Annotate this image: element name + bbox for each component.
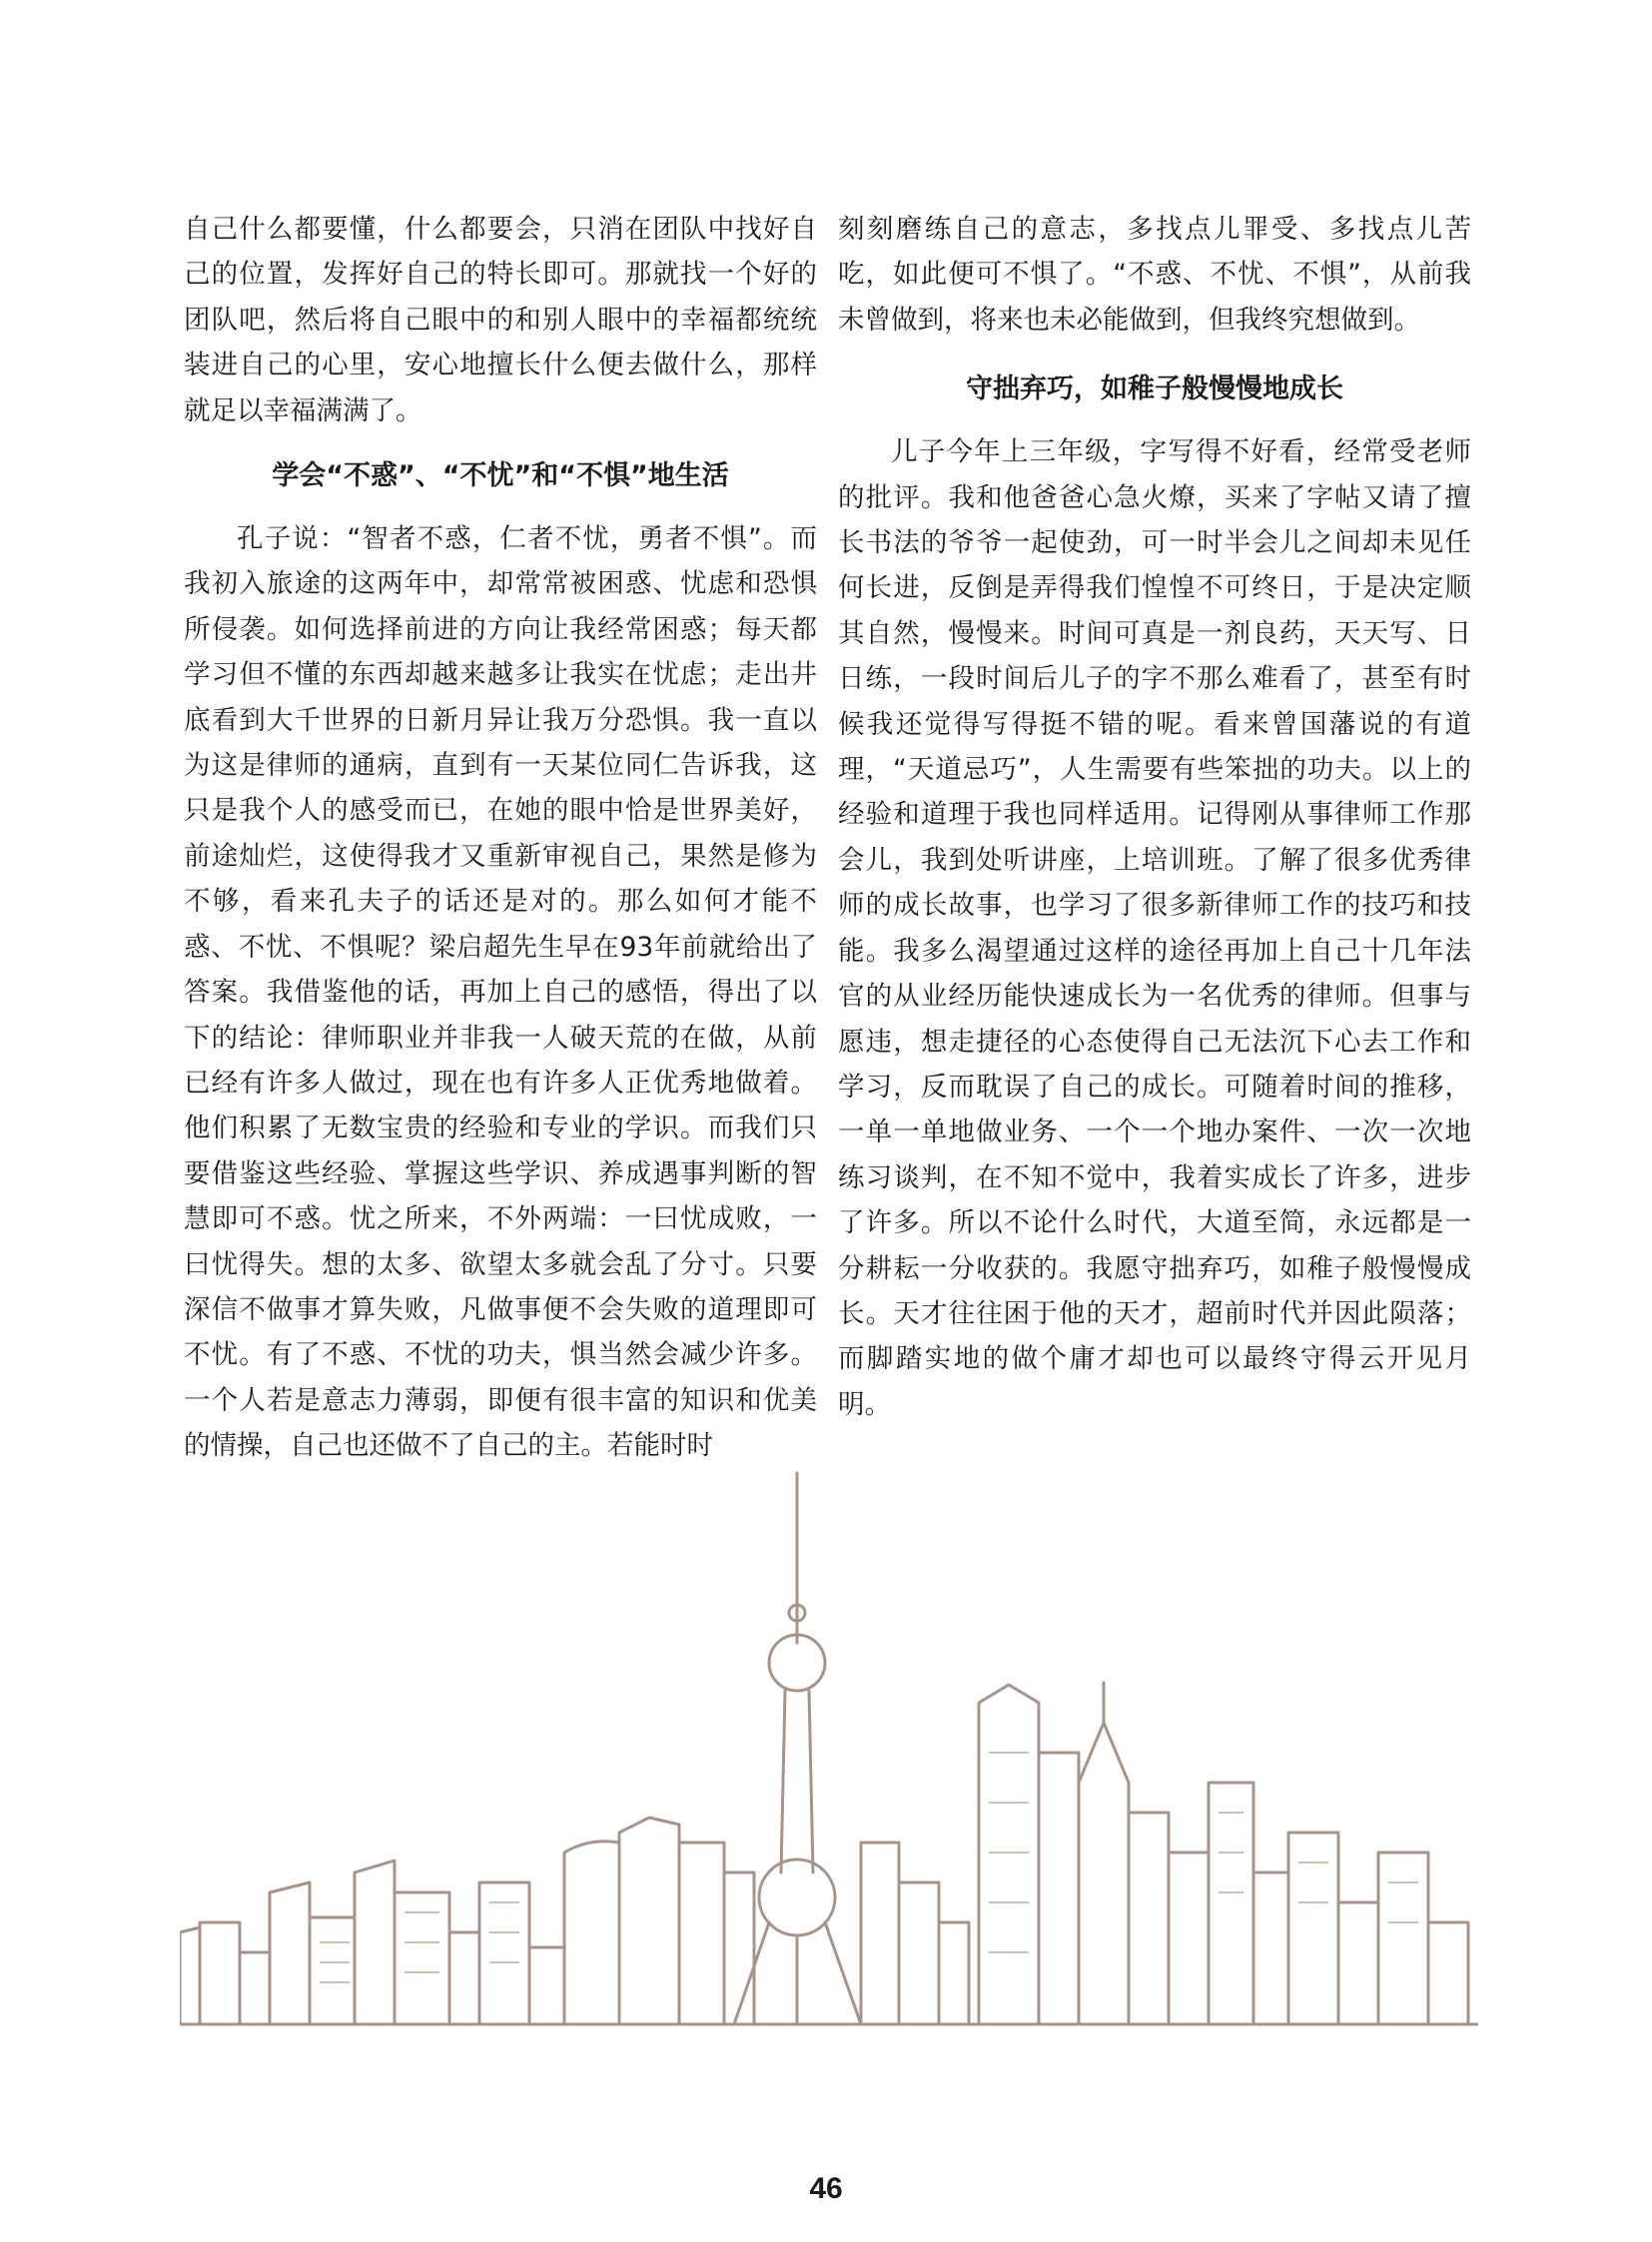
building: [1129, 1813, 1169, 2024]
building: [1288, 1833, 1338, 2024]
building: [861, 1843, 899, 2024]
building: [1378, 1853, 1428, 2024]
building: [355, 1861, 395, 2024]
building: [479, 1882, 529, 2024]
left-column: [184, 207, 817, 1469]
section-heading: 守拙弃巧，如稚子般慢慢地成长: [966, 374, 1343, 405]
building: [899, 1882, 939, 2024]
building: [619, 1818, 679, 2024]
building: [529, 1947, 564, 2024]
building: [200, 1922, 240, 2024]
right-column: [838, 207, 1471, 1427]
body-paragraph: 孔子说：“智者不惑，仁者不忧，勇者不惧”。而我初入旅途的这两年中，却常常被困惑、忧虑和恐惧所侵袭。如何选择前进的方向让我经常困惑；每天都学习但不懂的东西却越来越多让我实在忧虑；走出井底看到大千世界的日新月异让我万分恐惧。我一直以为这是律师的通病，直到有一天某位同仁告诉我，这只是我个人的感受而已，在她的眼中恰是世界美好，前途灿烂，这使得我才又重新审视自己，果然是修为不够，看来孔夫子的话还是对的。那么如何才能不惑、不忧、不惧呢？梁启超先生早在93年前就给出了答案。我借鉴他的话，再加上自己的感悟，得出了以下的结论：律师职业并非我一人破天荒的在做，从前已经有许多人做过，现在也有许多人正优秀地做着。他们积累了无数宝贵的经验和专业的学识。而我们只要借鉴这些经验、掌握这些学识、养成遇事判断的智慧即可不惑。忧之所来，不外两端：一曰忧成败，一曰忧得失。想的太多、欲望太多就会乱了分寸。只要深信不做事才算失败，凡做事便不会失败的道理即可不忧。有了不惑、不忧的功夫，惧当然会减少许多。一个人若是意志力薄弱，即便有很丰富的知识和优美的情操，自己也还做不了自己的主。若能时时: [184, 523, 817, 1462]
building: [679, 1843, 724, 2024]
building: [449, 1932, 479, 2024]
section-heading: 学会“不惑”、“不忧”和“不惧”地生活: [272, 460, 729, 492]
building: [564, 1842, 619, 2024]
body-paragraph: 刻刻磨练自己的意志，多找点儿罪受、多找点儿苦吃，如此便可不惧了。“不惑、不忧、不惧”，从前我未曾做到，将来也未必能做到，但我终究想做到。: [838, 214, 1471, 336]
building: [1209, 1783, 1253, 2024]
page-number: 46: [809, 2172, 843, 2205]
building: [1079, 1723, 1129, 2024]
building: [979, 1685, 1039, 2024]
building: [310, 1917, 355, 2024]
skyline-illustration: [180, 1453, 1478, 2032]
building: [1169, 1853, 1209, 2024]
building: [1428, 1922, 1468, 2024]
building: [1338, 1902, 1378, 2024]
building: [1039, 1753, 1079, 2024]
body-paragraph: 儿子今年上三年级，字写得不好看，经常受老师的批评。我和他爸爸心急火燎，买来了字帖又请了擅长书法的爷爷一起使劲，可一时半会儿之间却未见任何长进，反倒是弄得我们惶惶不可终日，于是决定顺其自然，慢慢来。时间可真是一剂良药，天天写、日日练，一段时间后儿子的字不那么难看了，甚至有时候我还觉得写得挺不错的呢。看来曾国藩说的有道理，“天道忌巧”，人生需要有些笨拙的功夫。以上的经验和道理于我也同样适用。记得刚从事律师工作那会儿，我到处听讲座，上培训班。了解了很多优秀律师的成长故事，也学习了很多新律师工作的技巧和技能。我多么渴望通过这样的途径再加上自己十几年法官的从业经历能快速成长为一名优秀的律师。但事与愿违，想走捷径的心态使得自己无法沉下心去工作和学习，反而耽误了自己的成长。可随着时间的推移，一单一单地做业务、一个一个地办案件、一次一次地练习谈判，在不知不觉中，我着实成长了许多，进步了许多。所以不论什么时代，大道至简，永远都是一分耕耘一分收获的。我愿守拙弃巧，如稚子般慢慢成长。天才往往困于他的天才，超前时代并因此陨落；而脚踏实地的做个庸才却也可以最终守得云开见月明。: [838, 436, 1471, 1420]
building: [270, 1882, 310, 2024]
building: [724, 1872, 754, 2024]
building: [240, 1952, 270, 2024]
body-paragraph: 自己什么都要懂，什么都要会，只消在团队中找好自己的位置，发挥好自己的特长即可。那就找一个好的团队吧，然后将自己眼中的和别人眼中的幸福都统统装进自己的心里，安心地擅长什么便去做什么，那样就足以幸福满满了。: [184, 214, 817, 426]
building: [180, 1927, 200, 2024]
building: [939, 1922, 969, 2024]
building: [1253, 1872, 1288, 2024]
